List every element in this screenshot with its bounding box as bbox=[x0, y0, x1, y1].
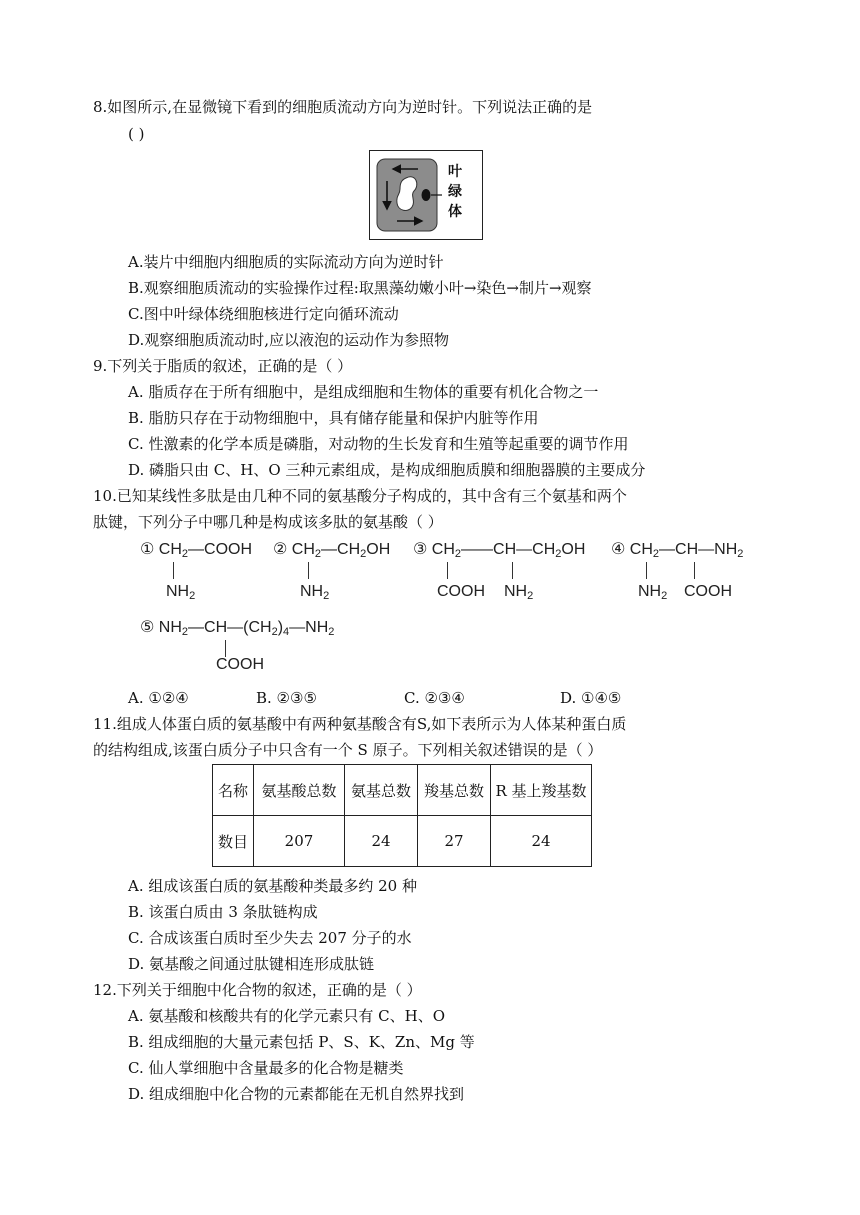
table-header: 氨基总数 bbox=[345, 765, 418, 816]
table-cell: 24 bbox=[345, 816, 418, 867]
table-header: R 基上羧基数 bbox=[491, 765, 592, 816]
exam-page: 8.如图所示,在显微镜下看到的细胞质流动方向为逆时针。下列说法正确的是 ( ) 叶 绿 体 A.装片中细胞内细胞质的实际流动方向为逆时针 B.观察细胞质流动的实验操作过程:取黑藻幼嫩小叶→染色→制片→观察 C.图中叶绿体绕细胞核进行定向循环流动 D.观察细胞质流动时,应以液泡的运动作为参照物 9.下列关于脂质的叙述，正确的是（ ） A. 脂质存在于所有细胞中，是组成细胞和生物体的重要有机化合物之一 B. 脂肪只存在于动物细胞中，具有储存能量和保护内脏等作用 C. 性激素的化学本质是磷脂，对动物的生长发育和生殖等起重要的调节作用 D. 磷脂只由 C、H、O 三种元素组成，是构成细胞质膜和细胞器膜的主要成分 10.已知某线性多肽是由几种不同的氨基酸分子构成的，其中含有三个氨基和两个 肽键，下列分子中哪几种是构成该多肽的氨基酸（ ） ① $CH_2—COOH$ $NH_2$ ② $CH_2—CH_2OH$ $NH_2$ ③ $CH_2——CH—CH_2OH$ COOH $NH_2$ ④ $CH_2—CH—NH_2$ $NH_2$ COOH ⑤ $NH_2—CH—(CH_2)_4—NH_2$ COOH A. ①②④ B. ②③⑤ C. ②③④ D. ①④⑤ 11.组成人体蛋白质的氨基酸中有两种氨基酸含有S,如下表所示为人体某种蛋白质 的结构组成,该蛋白质分子中只含有一个 S 原子。下列相关叙述错误的是（ ） 名称 氨基酸总数 氨基总数 羧基总数 R 基上羧基数 数目 207 24 27 24 A. 组成该蛋白质的氨基酸种类最多约 20 种 B. 该蛋白质由 3 条肽链构成 C. 合成该蛋白质时至少失去 207 分子的水 D. 氨基酸之间通过肽键相连形成肽链 12.下列关于细胞中化合物的叙述，正确的是（ ） A. 氨基酸和核酸共有的化学元素只有 C、H、O B. 组成细胞的大量元素包括 P、S、K、Zn、Mg 等 C. 仙人掌细胞中含量最多的化合物是糖类 D. 组成细胞中化合物的元素都能在无机自然界找到 bbox=[93, 98, 744, 1103]
q10-option-d: D. ①④⑤ bbox=[560, 689, 622, 707]
q11-stem-line1: 11.组成人体蛋白质的氨基酸中有两种氨基酸含有S,如下表所示为人体某种蛋白质 bbox=[93, 715, 627, 733]
protein-composition-table bbox=[212, 764, 592, 867]
q10-option-b: B. ②③⑤ bbox=[256, 689, 317, 707]
table-header: 名称 bbox=[213, 765, 254, 816]
q11-option-a: A. 组成该蛋白质的氨基酸种类最多约 20 种 bbox=[128, 877, 417, 895]
q12-stem: 12.下列关于细胞中化合物的叙述，正确的是（ ） bbox=[93, 981, 422, 999]
formula-3: ③ $CH_2——CH—CH_2OH$ bbox=[413, 541, 586, 560]
table-cell: 数目 bbox=[213, 816, 254, 867]
q8-option-b: B.观察细胞质流动的实验操作过程:取黑藻幼嫩小叶→染色→制片→观察 bbox=[128, 279, 592, 297]
table-header-row bbox=[213, 765, 592, 816]
q8-option-d: D.观察细胞质流动时,应以液泡的运动作为参照物 bbox=[128, 331, 450, 349]
q8-option-c: C.图中叶绿体绕细胞核进行定向循环流动 bbox=[128, 305, 399, 323]
q9-option-b: B. 脂肪只存在于动物细胞中，具有储存能量和保护内脏等作用 bbox=[128, 409, 539, 427]
q10-option-a: A. ①②④ bbox=[128, 689, 189, 707]
q12-option-b: B. 组成细胞的大量元素包括 P、S、K、Zn、Mg 等 bbox=[128, 1033, 475, 1051]
formula-2: ② $CH_2—CH_2OH$ bbox=[273, 541, 391, 560]
q11-option-b: B. 该蛋白质由 3 条肽链构成 bbox=[128, 903, 318, 921]
q12-option-d: D. 组成细胞中化合物的元素都能在无机自然界找到 bbox=[128, 1085, 465, 1103]
q11-stem-line2: 的结构组成,该蛋白质分子中只含有一个 S 原子。下列相关叙述错误的是（ ） bbox=[93, 741, 603, 759]
table-cell: 24 bbox=[491, 816, 592, 867]
q9-option-d: D. 磷脂只由 C、H、O 三种元素组成，是构成细胞质膜和细胞器膜的主要成分 bbox=[128, 461, 646, 479]
q10-option-c: C. ②③④ bbox=[404, 689, 465, 707]
formula-5: ⑤ $NH_2—CH—(CH_2)_4—NH_2$ bbox=[140, 619, 335, 638]
q11-option-c: C. 合成该蛋白质时至少失去 207 分子的水 bbox=[128, 929, 412, 947]
q10-stem-line2: 肽键，下列分子中哪几种是构成该多肽的氨基酸（ ） bbox=[93, 513, 443, 531]
q8-option-a: A.装片中细胞内细胞质的实际流动方向为逆时针 bbox=[128, 253, 444, 271]
q12-option-c: C. 仙人掌细胞中含量最多的化合物是糖类 bbox=[128, 1059, 404, 1077]
cell-figure bbox=[369, 150, 483, 240]
formula-1: ① $CH_2—COOH$ bbox=[140, 541, 253, 560]
q10-stem-line1: 10.已知某线性多肽是由几种不同的氨基酸分子构成的，其中含有三个氨基和两个 bbox=[93, 487, 627, 505]
table-cell: 27 bbox=[418, 816, 491, 867]
formula-4: ④ $CH_2—CH—NH_2$ bbox=[611, 541, 744, 560]
chloroplast-label-3: 体 bbox=[448, 204, 462, 220]
q11-option-d: D. 氨基酸之间通过肽键相连形成肽链 bbox=[128, 955, 375, 973]
q8-answer-paren: ( ) bbox=[128, 125, 145, 143]
table-row bbox=[213, 816, 592, 867]
q9-stem: 9.下列关于脂质的叙述，正确的是（ ） bbox=[93, 357, 353, 375]
chloroplast-label-2: 绿 bbox=[448, 184, 462, 200]
q9-option-a: A. 脂质存在于所有细胞中，是组成细胞和生物体的重要有机化合物之一 bbox=[128, 383, 599, 401]
q8-stem: 8.如图所示,在显微镜下看到的细胞质流动方向为逆时针。下列说法正确的是 bbox=[93, 98, 593, 116]
table-header: 氨基酸总数 bbox=[254, 765, 345, 816]
q12-option-a: A. 氨基酸和核酸共有的化学元素只有 C、H、O bbox=[128, 1007, 445, 1025]
chloroplast-label-1: 叶 bbox=[448, 164, 462, 180]
table-header: 羧基总数 bbox=[418, 765, 491, 816]
q9-option-c: C. 性激素的化学本质是磷脂，对动物的生长发育和生殖等起重要的调节作用 bbox=[128, 435, 629, 453]
table-cell: 207 bbox=[254, 816, 345, 867]
